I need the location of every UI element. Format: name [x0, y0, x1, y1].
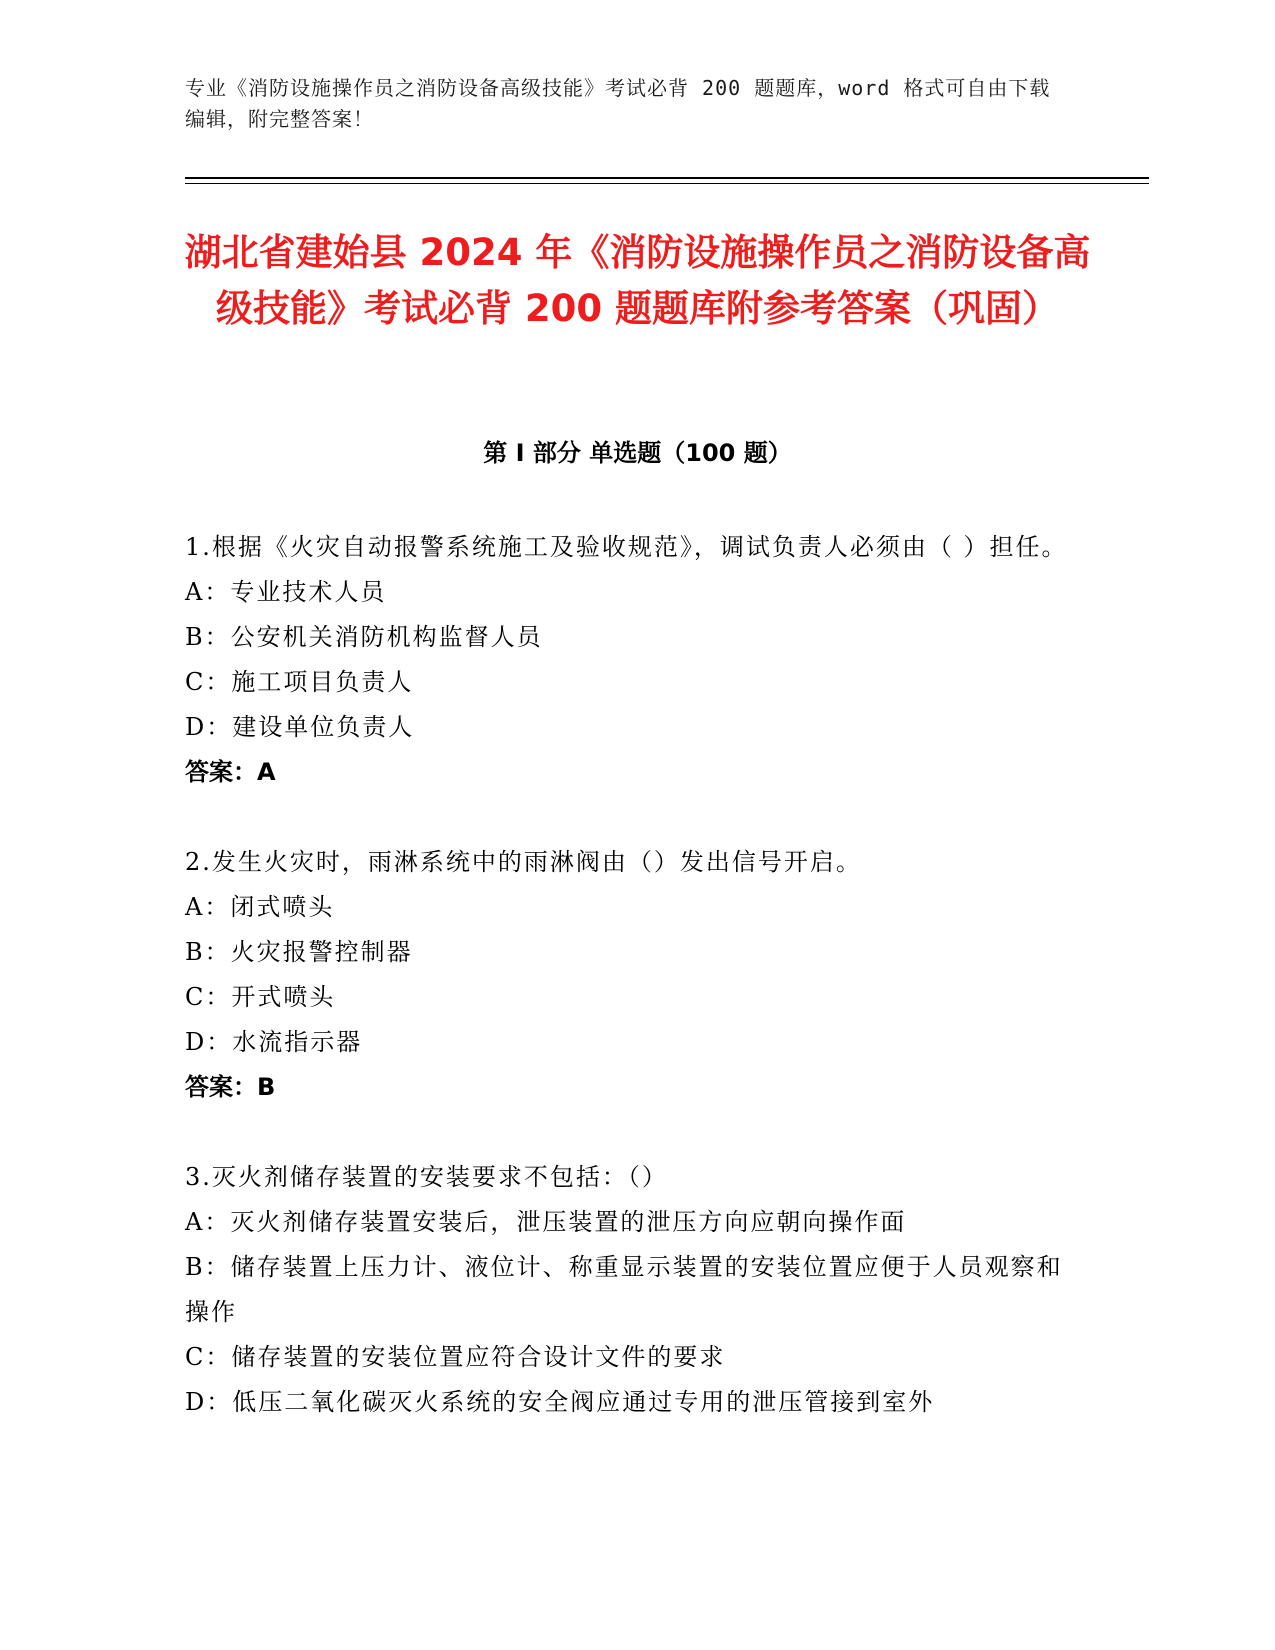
option-a: A：专业技术人员	[185, 578, 387, 606]
header-note: 专业《消防设施操作员之消防设备高级技能》考试必背 200 题题库，word 格式可自由下载编辑，附完整答案！	[185, 76, 1051, 131]
section-heading: 第 I 部分 单选题（100 题）	[483, 439, 792, 467]
option-a: A：闭式喷头	[185, 893, 335, 921]
question-2	[185, 840, 1080, 1110]
option-d: D：建设单位负责人	[185, 713, 415, 741]
header-divider-thin	[185, 183, 1149, 184]
question-stem: 3.灭火剂储存装置的安装要求不包括：（）	[185, 1163, 668, 1191]
question-1	[185, 525, 1080, 795]
question-stem: 2.发生火灾时，雨淋系统中的雨淋阀由（）发出信号开启。	[185, 848, 862, 876]
document-title: 湖北省建始县 2024 年《消防设施操作员之消防设备高级技能》考试必背 200 题题库附参考答案（巩固）	[184, 231, 1091, 330]
question-list	[185, 525, 1080, 1470]
answer: 答案：A	[185, 758, 276, 786]
option-a: A：灭火剂储存装置安装后，泄压装置的泄压方向应朝向操作面	[185, 1208, 907, 1236]
question-3	[185, 1155, 1080, 1425]
option-d: D：水流指示器	[185, 1028, 363, 1056]
option-b: B：公安机关消防机构监督人员	[185, 623, 543, 651]
option-d: D：低压二氧化碳灭火系统的安全阀应通过专用的泄压管接到室外	[185, 1388, 935, 1416]
answer: 答案：B	[185, 1073, 276, 1101]
option-b: B：火灾报警控制器	[185, 938, 413, 966]
header-divider-thick	[185, 177, 1149, 179]
option-c: C：开式喷头	[185, 983, 336, 1011]
option-b: B：储存装置上压力计、液位计、称重显示装置的安装位置应便于人员观察和操作	[185, 1253, 1063, 1326]
option-c: C：施工项目负责人	[185, 668, 414, 696]
option-c: C：储存装置的安装位置应符合设计文件的要求	[185, 1343, 726, 1371]
question-stem: 1.根据《火灾自动报警系统施工及验收规范》，调试负责人必须由（ ）担任。	[185, 533, 1068, 561]
